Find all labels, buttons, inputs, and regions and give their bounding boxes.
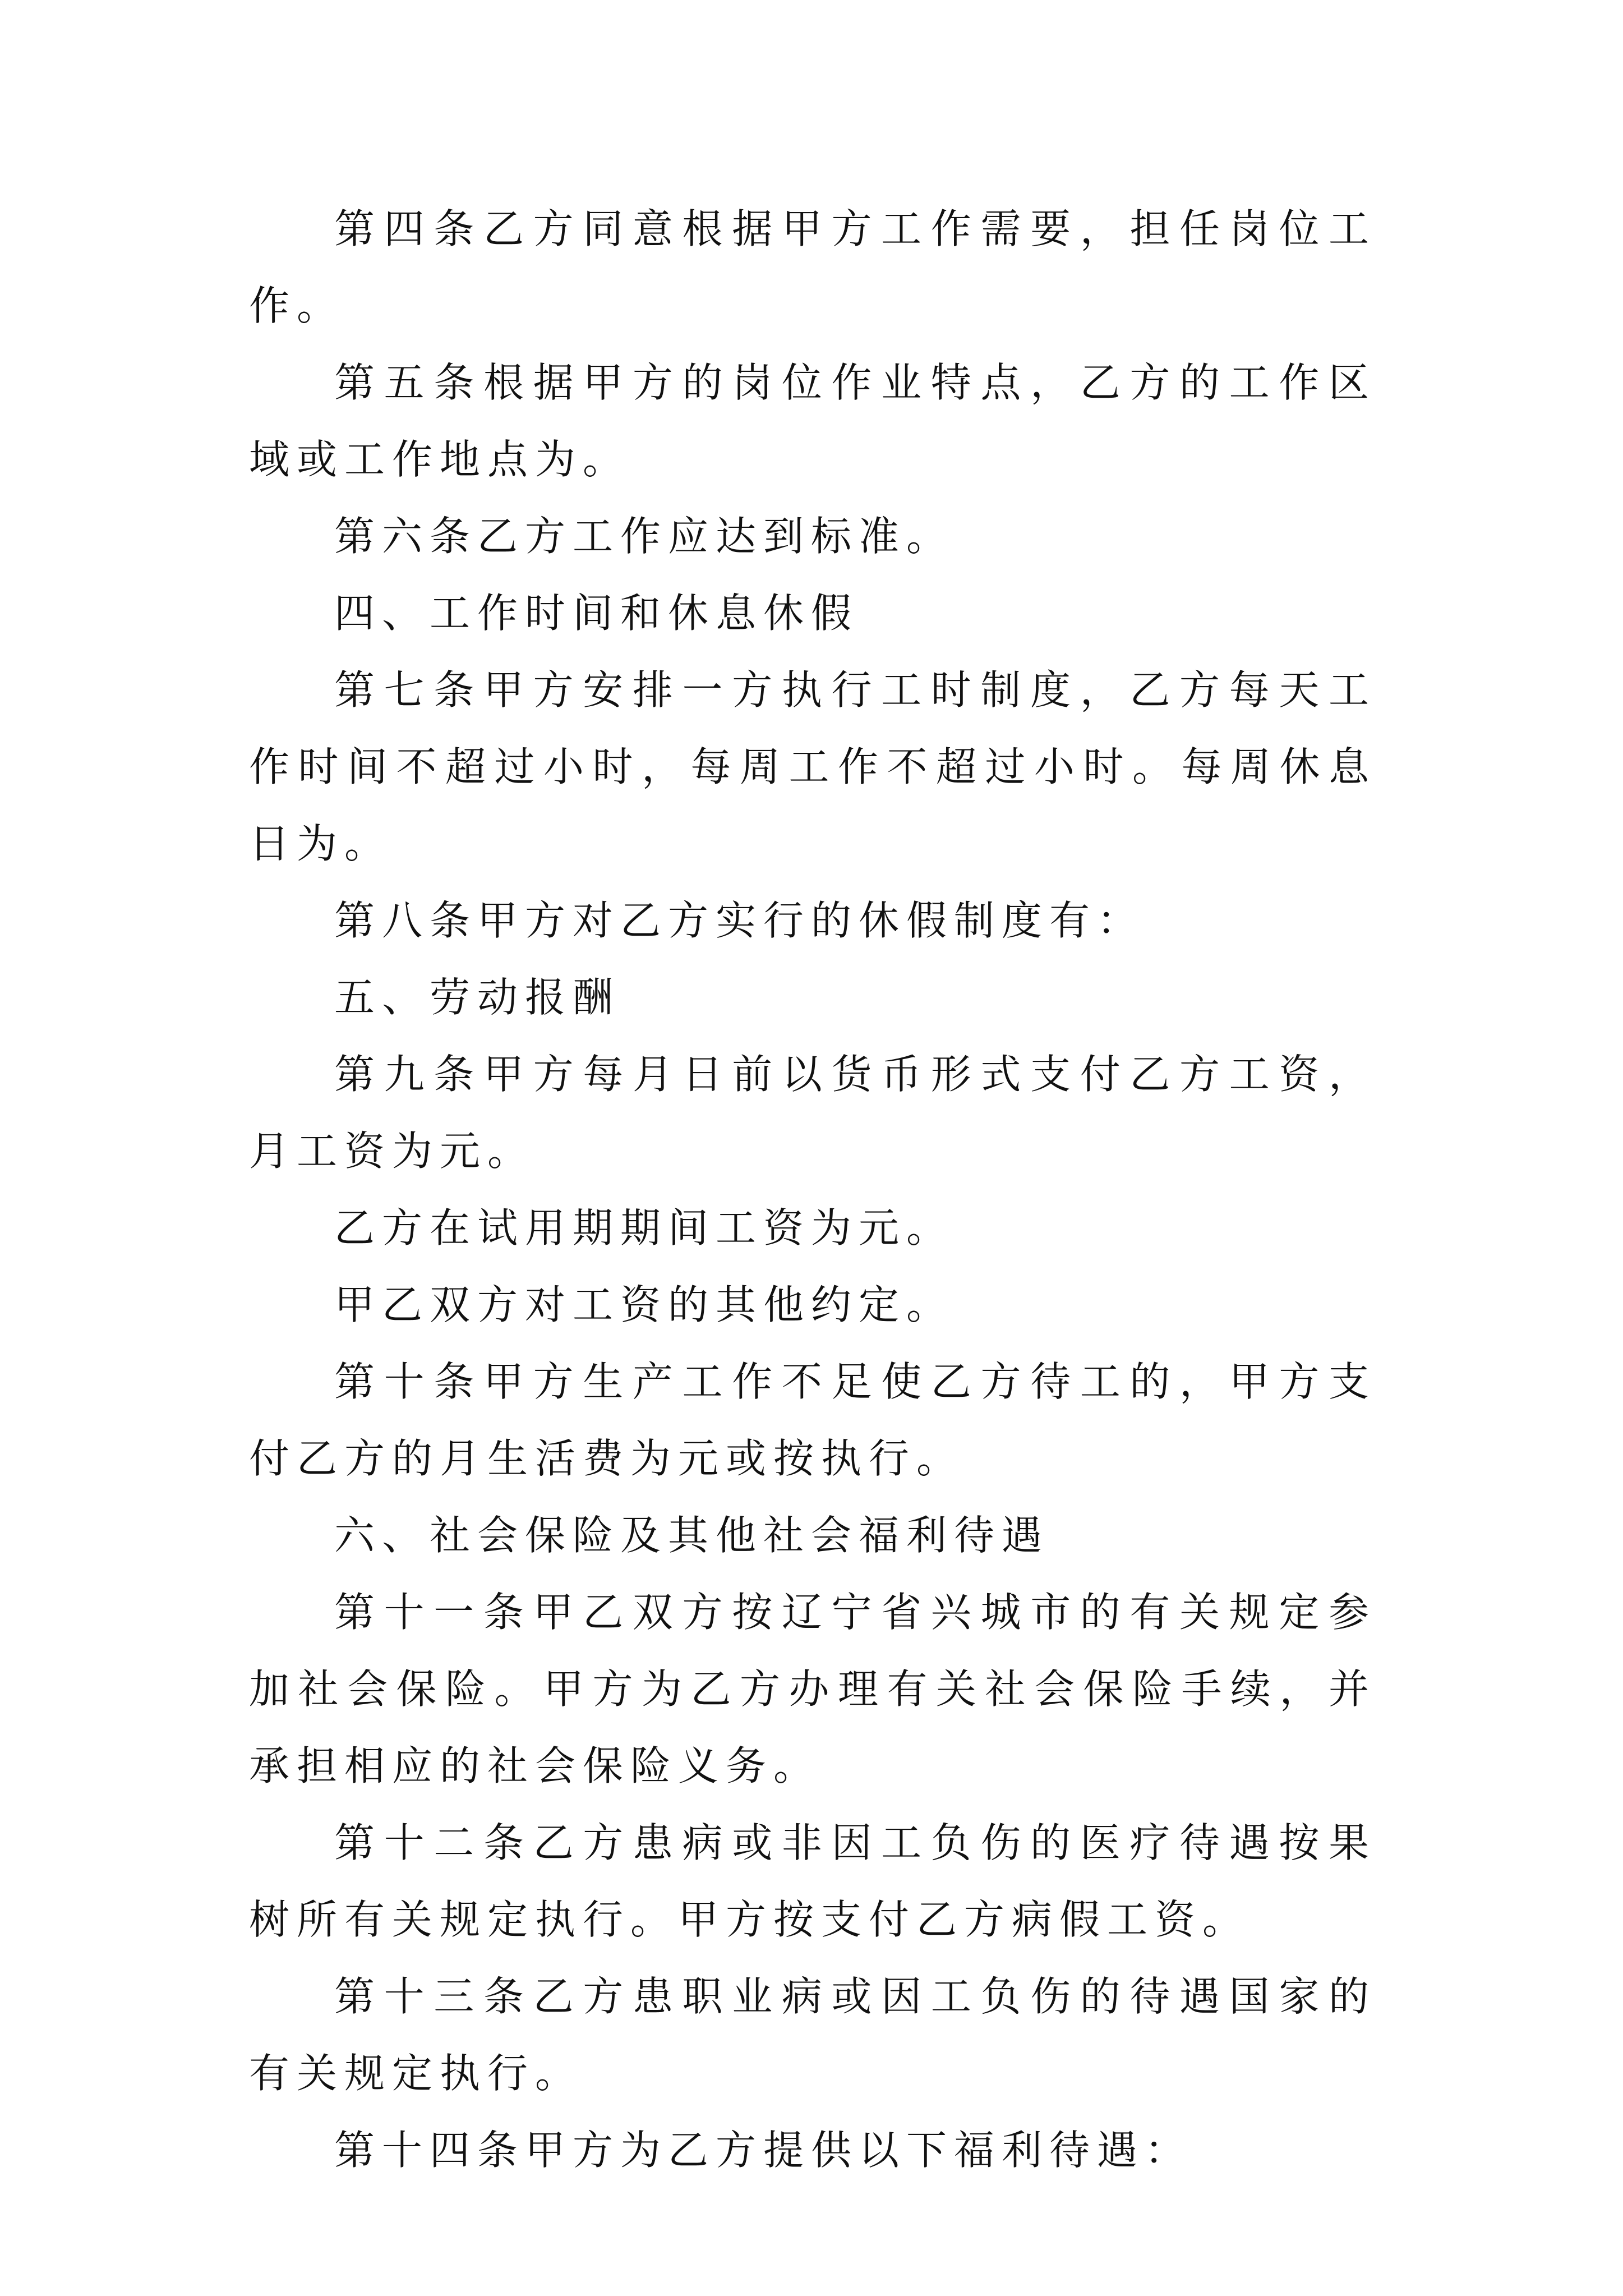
paragraph-article-12: 第十二条乙方患病或非因工负伤的医疗待遇按果树所有关规定执行。甲方按支付乙方病假工资。 [249, 1819, 1376, 1943]
document-body [249, 191, 1376, 2189]
paragraph-article-9: 第九条甲方每月日前以货币形式支付乙方工资，月工资为元。 [249, 1051, 1376, 1175]
paragraph-article-10: 第十条甲方生产工作不足使乙方待工的，甲方支付乙方的月生活费为元或按执行。 [249, 1358, 1376, 1482]
paragraph-article-5: 第五条根据甲方的岗位作业特点，乙方的工作区域或工作地点为。 [249, 359, 1376, 483]
section-heading-social-insurance: 六、社会保险及其他社会福利待遇 [334, 1512, 1050, 1559]
paragraph-article-7: 第七条甲方安排一方执行工时制度，乙方每天工作时间不超过小时，每周工作不超过小时。每周休息日为。 [249, 666, 1376, 867]
paragraph-article-11: 第十一条甲乙双方按辽宁省兴城市的有关规定参加社会保险。甲方为乙方办理有关社会保险手续，并承担相应的社会保险义务。 [249, 1589, 1376, 1789]
paragraph-probation-wage: 乙方在试用期期间工资为元。 [334, 1204, 955, 1251]
paragraph-article-14: 第十四条甲方为乙方提供以下福利待遇： [334, 2127, 1193, 2174]
section-heading-work-hours: 四、工作时间和休息休假 [334, 590, 859, 637]
paragraph-article-8: 第八条甲方对乙方实行的休假制度有： [334, 897, 1145, 944]
section-heading-remuneration: 五、劳动报酬 [334, 974, 621, 1021]
paragraph-article-4: 第四条乙方同意根据甲方工作需要，担任岗位工作。 [249, 205, 1376, 329]
paragraph-article-6: 第六条乙方工作应达到标准。 [334, 513, 955, 560]
paragraph-article-13: 第十三条乙方患职业病或因工负伤的待遇国家的有关规定执行。 [249, 1973, 1376, 2097]
paragraph-other-wage-terms: 甲乙双方对工资的其他约定。 [334, 1281, 955, 1328]
